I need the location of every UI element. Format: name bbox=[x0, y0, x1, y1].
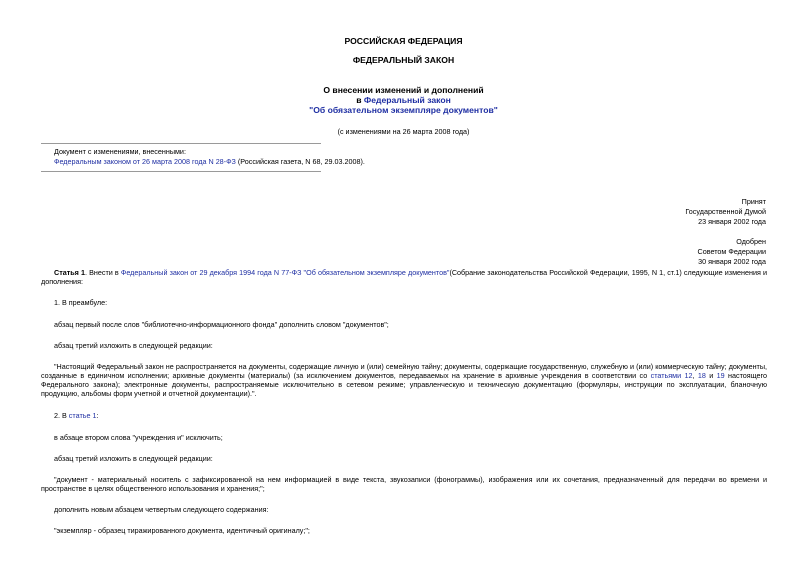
paragraph-5-pre: 2. В bbox=[54, 411, 69, 420]
paragraph-4-text-b: настоящего Федерального закона); электронные документы, распространяемые исключительно в сетевом режиме; управленческую и техническую документацию (формуляры, инструкции по эксплуатации, бланочную продукцию, альбомы форм учетной и отчетной документации).". bbox=[41, 371, 767, 398]
paragraph-3: абзац третий изложить в следующей редакции: bbox=[54, 341, 213, 350]
title-line-2 bbox=[0, 96, 807, 105]
title-prefix: в bbox=[356, 95, 362, 105]
adopted-date: 23 января 2002 года bbox=[698, 217, 766, 226]
divider-top bbox=[41, 143, 321, 144]
approved-body: Советом Федерации bbox=[697, 247, 766, 256]
changes-law-link[interactable]: Федеральным законом от 26 марта 2008 года N 28-ФЗ bbox=[54, 157, 236, 166]
article-12-link[interactable]: статьями 12 bbox=[650, 371, 693, 380]
adopted-label: Принят bbox=[741, 197, 766, 206]
paragraph-7: абзац третий изложить в следующей редакции: bbox=[54, 454, 213, 463]
paragraph-4-text-a: "Настоящий Федеральный закон не распространяется на документы, содержащие личную и (или) семейную тайну; документы, содержащие государственную, служебную и (или) коммерческую тайну; документы, созданные в единичном исполнении; архивные документы (материалы) (за исключением документов, передаваемых на хранение в архивные учреждения в соответствии со bbox=[41, 362, 767, 380]
article-1-section-link[interactable]: статье 1 bbox=[68, 411, 97, 420]
paragraph-10: "экземпляр - образец тиражированного документа, идентичный оригиналу;"; bbox=[54, 526, 310, 535]
article-1-pre: . Внести в bbox=[84, 268, 121, 277]
paragraph-4 bbox=[41, 362, 767, 398]
paragraph-2: абзац первый после слов "библиотечно-информационного фонда" дополнить словом "документов"; bbox=[54, 320, 389, 329]
separator-2: и bbox=[705, 371, 717, 380]
article-1-label: Статья 1 bbox=[54, 268, 85, 277]
article-19-link[interactable]: 19 bbox=[716, 371, 725, 380]
article-1-paragraph bbox=[41, 268, 767, 286]
paragraph-8: "документ - материальный носитель с зафиксированной на нем информацией в виде текста, звукозаписи (фонограммы), изображения или их сочетания, предназначенный для передачи во времени и пространстве в целях общественного использования и хранения;"; bbox=[41, 475, 767, 493]
adopted-body: Государственной Думой bbox=[685, 207, 766, 216]
doc-type-heading: ФЕДЕРАЛЬНЫЙ ЗАКОН bbox=[352, 55, 455, 65]
divider-bottom bbox=[41, 171, 321, 172]
separator-1: , bbox=[692, 371, 698, 380]
approved-date: 30 января 2002 года bbox=[698, 257, 766, 266]
country-heading: РОССИЙСКАЯ ФЕДЕРАЦИЯ bbox=[344, 36, 463, 46]
article-1-law-link[interactable]: Федеральный закон от 29 декабря 1994 года N 77-ФЗ "Об обязательном экземпляре документов" bbox=[120, 268, 450, 277]
changes-item bbox=[54, 157, 754, 166]
article-18-link[interactable]: 18 bbox=[697, 371, 706, 380]
title-law-link[interactable]: Федеральный закон bbox=[363, 95, 451, 105]
changes-intro: Документ с изменениями, внесенными: bbox=[54, 147, 186, 156]
paragraph-5-post: : bbox=[96, 411, 99, 420]
paragraph-5 bbox=[41, 411, 767, 420]
title-line-1: О внесении изменений и дополнений bbox=[323, 85, 484, 95]
amended-note: (с изменениями на 26 марта 2008 года) bbox=[337, 127, 470, 136]
paragraph-9: дополнить новым абзацем четвертым следующего содержания: bbox=[54, 505, 269, 514]
title-law-name-link[interactable]: "Об обязательном экземпляре документов" bbox=[309, 105, 498, 115]
title-line-3 bbox=[0, 106, 807, 115]
approved-label: Одобрен bbox=[736, 237, 766, 246]
paragraph-1: 1. В преамбуле: bbox=[54, 298, 108, 307]
changes-source: (Российская газета, N 68, 29.03.2008). bbox=[235, 157, 365, 166]
article-1-rest: (Собрание законодательства Российской Федерации, 1995, N 1, ст.1) следующие изменения и дополнения: bbox=[41, 268, 768, 286]
paragraph-6: в абзаце втором слова "учреждения и" исключить; bbox=[54, 433, 223, 442]
